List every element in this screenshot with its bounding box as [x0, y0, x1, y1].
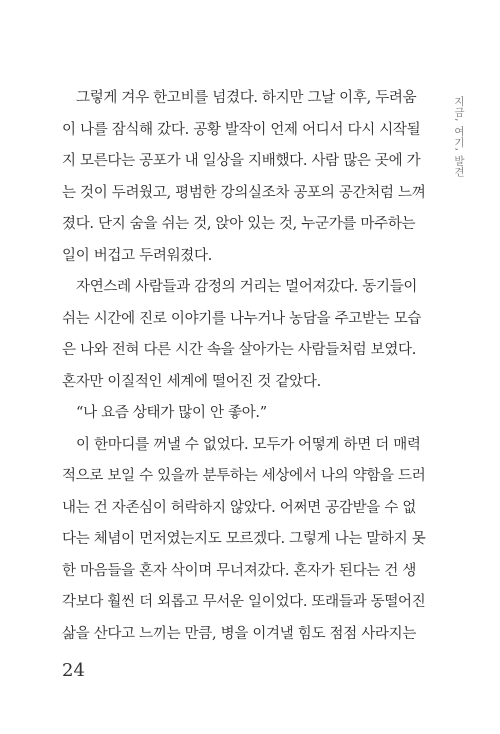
text-line: 지 모른다는 공포가 내 일상을 지배했다. 사람 많은 곳에 가: [62, 153, 421, 169]
text-line: 이 나를 잠식해 갔다. 공황 발작이 언제 어디서 다시 시작될: [62, 121, 421, 138]
text-line: 한 마음들을 혼자 삭이며 무너져갔다. 혼자가 된다는 건 생: [62, 562, 417, 579]
dialogue-line: “나 요즘 상태가 많이 안 좋아.”: [76, 405, 267, 421]
text-line: 일이 버겁고 두려워졌다.: [62, 247, 212, 264]
page-number: 24: [62, 660, 85, 681]
text-line: 쉬는 시간에 진로 이야기를 나누거나 농담을 주고받는 모습: [62, 310, 422, 327]
text-line: 그렇게 겨우 한고비를 넘겼다. 하지만 그날 이후, 두려움: [76, 90, 417, 106]
text-line: 내는 건 자존심이 허락하지 않았다. 어쩌면 공감받을 수 없: [62, 499, 417, 516]
text-line: 는 것이 두려웠고, 평범한 강의실조차 공포의 공간처럼 느껴: [62, 184, 426, 201]
text-line: 혼자만 이질적인 세계에 떨어진 것 같았다.: [62, 373, 321, 390]
text-line: 삶을 산다고 느끼는 만큼, 병을 이겨낼 힘도 점점 사라지는: [62, 625, 417, 642]
text-line: 이 한마디를 꺼낼 수 없었다. 모두가 어떻게 하면 더 매력: [76, 436, 421, 453]
body-text: [62, 83, 434, 650]
text-line: 졌다. 단지 숨을 쉬는 것, 앉아 있는 것, 누군가를 마주하는: [62, 216, 416, 232]
text-line: 각보다 훨씬 더 외롭고 무서운 일이었다. 또래들과 동떨어진: [62, 594, 426, 610]
text-line: 다는 체념이 먼저였는지도 모르겠다. 그렇게 나는 말하지 못: [62, 531, 426, 547]
text-line: 은 나와 전혀 다른 시간 속을 살아가는 사람들처럼 보였다.: [62, 342, 417, 358]
running-head: 지금, 여기, 발견: [453, 96, 465, 178]
text-line: 적으로 보일 수 있을까 분투하는 세상에서 나의 약함을 드러: [62, 468, 426, 484]
text-line: 자연스레 사람들과 감정의 거리는 멀어져갔다. 동기들이: [76, 279, 418, 295]
